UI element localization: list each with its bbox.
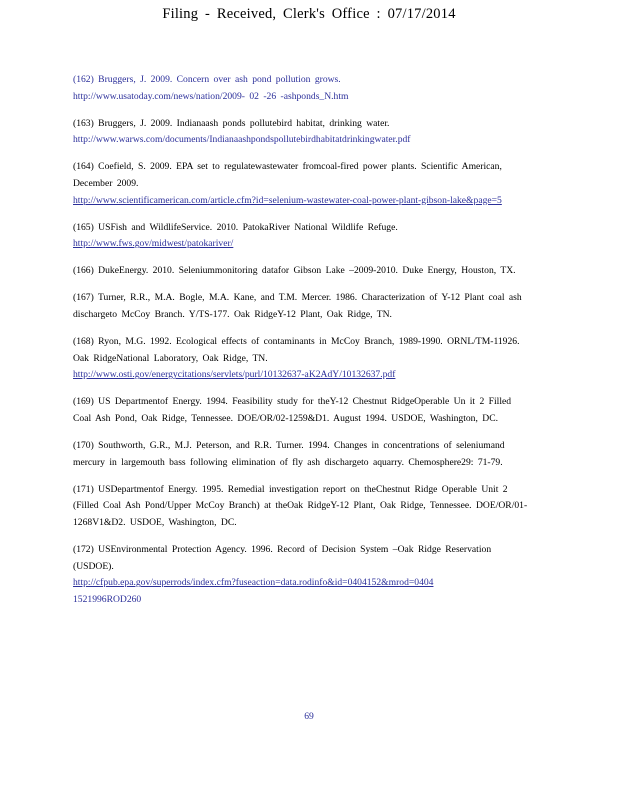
reference-170 [73,438,533,471]
reference-url[interactable]: http://www.usatoday.com/news/nation/2009- 02 -26 -ashponds_N.htm [73,90,349,102]
page-number: 69 [304,711,314,722]
reference-text: (168) Ryon, M.G. 1992. Ecological effects of contaminants in McCoy Branch, 1989-1990. ORNL/TM-11926. Oak RidgeNational Laboratory, Oak Ridge, TN. [73,336,520,364]
reference-list [73,72,533,619]
reference-169 [73,394,533,427]
reference-text: (163) Bruggers, J. 2009. Indianaash ponds pollutebird habitat, drinking water. [73,117,390,129]
reference-162 [73,72,533,105]
reference-168 [73,334,533,384]
reference-166 [73,263,533,280]
reference-163 [73,116,533,149]
reference-url-tail: 1521996ROD260 [73,593,142,605]
reference-text: (172) USEnvironmental Protection Agency. 1996. Record of Decision System –Oak Ridge Reservation (USDOE). [73,544,492,572]
filing-header: Filing - Received, Clerk's Office : 07/17/2014 [162,6,456,22]
reference-172 [73,542,533,608]
reference-text: (164) Coefield, S. 2009. EPA set to regulatewastewater fromcoal-fired power plants. Scientific American, December 2009. [73,161,502,189]
reference-link[interactable]: http://www.fws.gov/midwest/patokariver/ [73,238,234,250]
reference-text: (169) US Departmentof Energy. 1994. Feasibility study for theY-12 Chestnut RidgeOperable Un it 2 Filled Coal Ash Pond, Oak Ridge, Tennessee. DOE/OR/02-1259&D1. August 1994. USDOE, Washington, DC. [73,396,512,424]
reference-url[interactable]: http://www.warws.com/documents/Indianaashpondspollutebirdhabitatdrinkingwater.pdf [73,134,411,146]
reference-text: (167) Turner, R.R., M.A. Bogle, M.A. Kane, and T.M. Mercer. 1986. Characterization of Y-12 Plant coal ash dischargeto McCoy Branch. Y/TS-177. Oak RidgeY-12 Plant, Oak Ridge, TN. [73,292,522,321]
reference-171 [73,482,533,532]
reference-text: (171) USDepartmentof Energy. 1995. Remedial investigation report on theChestnut Ridge Operable Unit 2 (Filled Coal Ash Pond/Upper McCoy Branch) at theOak RidgeY-12 Plant, Oak Ridge, Tennessee. DOE/OR/01-1268V1&D2. USDOE, Washington, DC. [73,483,528,528]
reference-text: (166) DukeEnergy. 2010. Seleniummonitoring datafor Gibson Lake –2009-2010. Duke Energy, Houston, TX. [73,265,516,277]
reference-link[interactable]: http://cfpub.epa.gov/superrods/index.cfm?fuseaction=data.rodinfo&id=0404152&mrod=0404 [73,577,434,589]
reference-link[interactable]: http://www.scientificamerican.com/article.cfm?id=selenium-wastewater-coal-power-plant-gibson-lake&page=5 [73,194,502,206]
reference-167 [73,290,533,323]
reference-text: (162) Bruggers, J. 2009. Concern over ash pond pollution grows. [73,74,341,85]
reference-164 [73,159,533,209]
reference-165 [73,220,533,253]
reference-text: (170) Southworth, G.R., M.J. Peterson, and R.R. Turner. 1994. Changes in concentrations of seleniumand mercury in largemouth bass following elimination of fly ash dischargeto aquarry. Chemosphere29: 71-79. [73,440,505,468]
reference-link[interactable]: http://www.osti.gov/energycitations/servlets/purl/10132637-aK2AdY/10132637.pdf [73,369,396,381]
reference-text: (165) USFish and WildlifeService. 2010. PatokaRiver National Wildlife Refuge. [73,221,398,233]
